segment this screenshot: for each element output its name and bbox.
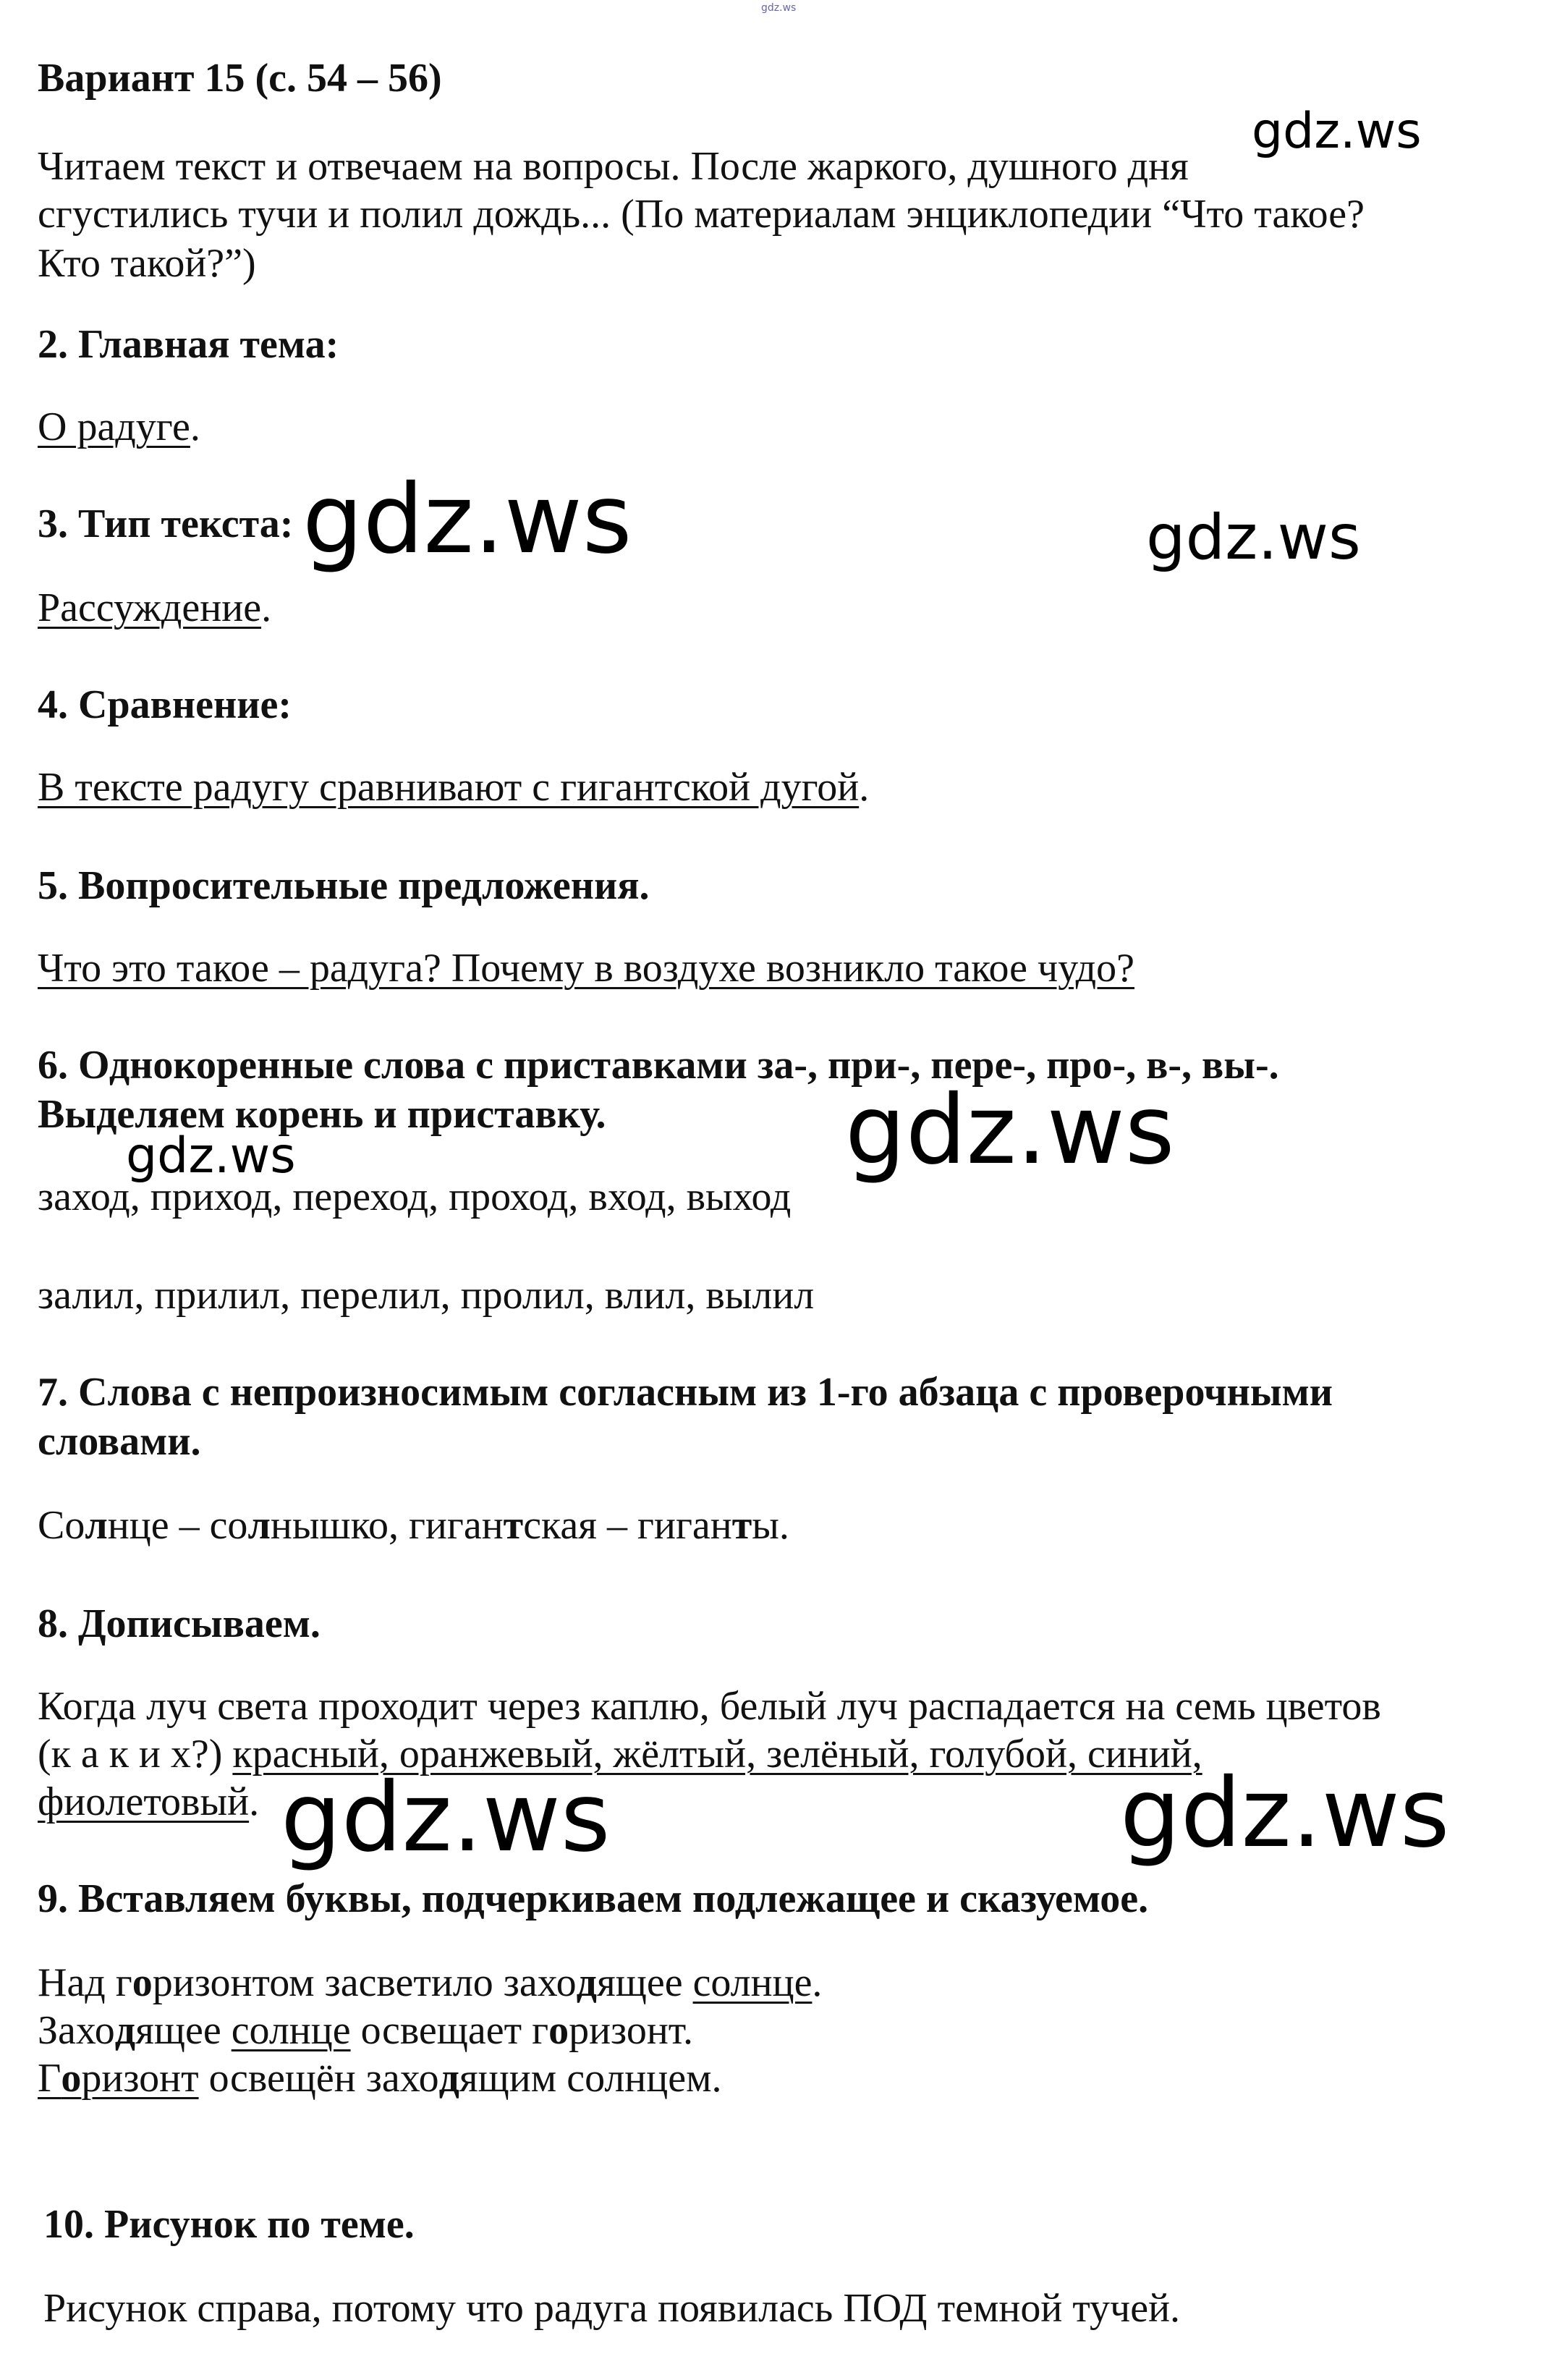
q7-heading-line-2: словами. (38, 1419, 201, 1464)
q9-subject: солнце (231, 2008, 351, 2053)
q6-heading-line-1: 6. Однокоренные слова с приставками за-, при-, пере-, про-, в-, вы-. (38, 1043, 1279, 1088)
q2-heading: 2. Главная тема: (38, 322, 339, 367)
q7-answer (38, 1501, 789, 1550)
q9-text: Захо (38, 2008, 115, 2053)
q7-silent-letter: т (731, 1503, 752, 1548)
q9-text: ризонт (81, 2056, 199, 2101)
q6-answer-line-2: залил, прилил, перелил, пролил, влил, вылил (38, 1273, 815, 1318)
q4-answer-text: В тексте радугу сравнивают с гигантской дугой (38, 765, 860, 810)
watermark-top-right: gdz.ws (1252, 103, 1422, 160)
q9-text: освещён захо (198, 2056, 439, 2101)
intro-line-1: Читаем текст и отвечаем на вопросы. После жаркого, душного дня (38, 144, 1189, 189)
q3-heading: 3. Тип текста: (38, 501, 294, 546)
watermark-q3-right: gdz.ws (1146, 501, 1361, 574)
q9-text: ризонтом засветило захо (152, 1960, 577, 2005)
q9-text: . (812, 1960, 823, 2005)
q9-sentence-2 (38, 2006, 693, 2055)
q9-text: ящее (135, 2008, 232, 2053)
q9-text: Г (38, 2056, 61, 2101)
q9-inserted-letter: о (548, 2008, 569, 2053)
q8-line-3 (38, 1777, 259, 1826)
q7-heading-line-1: 7. Слова с непроизносимым согласным из 1-го абзаца с проверочными (38, 1370, 1333, 1415)
q7-part: ская – гиган (523, 1503, 732, 1548)
q9-inserted-letter: о (61, 2056, 82, 2101)
q9-subject: солнце (692, 1960, 813, 2005)
q9-subject (38, 2056, 199, 2101)
q8-line-2 (38, 1729, 1202, 1779)
intro-line-2: сгустились тучи и полил дождь... (По материалам энциклопедии “Что такое? (38, 192, 1365, 237)
watermark-q8-right: gdz.ws (1120, 1758, 1450, 1869)
q2-answer-text: О радуге (38, 405, 190, 449)
page-title: Вариант 15 (с. 54 – 56) (38, 56, 442, 101)
watermark-tiny: gdz.ws (761, 2, 797, 14)
q4-dot: . (859, 765, 870, 810)
q8-question: (к а к и х?) (38, 1732, 233, 1776)
q3-dot: . (261, 585, 272, 630)
q9-inserted-letter: о (132, 1960, 153, 2005)
q10-answer: Рисунок справа, потому что радуга появилась ПОД темной тучей. (43, 2286, 1181, 2331)
q9-inserted-letter: д (114, 2008, 136, 2053)
q4-heading: 4. Сравнение: (38, 682, 292, 727)
q2-dot: . (190, 405, 200, 449)
q7-part: нышко, гиган (270, 1503, 504, 1548)
q3-answer (38, 583, 271, 632)
q9-sentence-1 (38, 1958, 822, 2007)
watermark-q8-left: gdz.ws (281, 1762, 611, 1873)
q8-line-1: Когда луч света проходит через каплю, белый луч распадается на семь цветов (38, 1684, 1381, 1729)
q7-part: Со (38, 1503, 85, 1548)
q3-answer-text: Рассуждение (38, 585, 262, 630)
q5-answer-text: Что это такое – радуга? Почему в воздухе возникло такое чудо? (38, 946, 1135, 991)
q9-inserted-letter: д (438, 2056, 459, 2101)
q6-heading-line-2: Выделяем корень и приставку. (38, 1092, 606, 1137)
q7-silent-letter: т (503, 1503, 524, 1548)
q6-answer-line-1: заход, приход, переход, проход, вход, выход (38, 1174, 792, 1219)
q8-answer-colors: красный, оранжевый, жёлтый, зелёный, голубой, синий, (232, 1732, 1202, 1776)
q7-part: ы. (752, 1503, 789, 1548)
q9-text: освещает г (350, 2008, 549, 2053)
q9-text: ящее (596, 1960, 693, 2005)
q9-text: ризонт. (569, 2008, 694, 2053)
q8-heading: 8. Дописываем. (38, 1601, 321, 1646)
q9-inserted-letter: д (576, 1960, 597, 2005)
q4-answer (38, 763, 869, 812)
q9-sentence-3 (38, 2054, 722, 2103)
q9-text: Над г (38, 1960, 132, 2005)
q9-text: ящим солнцем. (459, 2056, 722, 2101)
q7-part: нце – со (107, 1503, 248, 1548)
q9-heading: 9. Вставляем буквы, подчеркиваем подлежащее и сказуемое. (38, 1876, 1149, 1921)
watermark-q3-large: gdz.ws (302, 464, 632, 575)
q7-silent-letter: л (85, 1503, 108, 1548)
q7-silent-letter: л (247, 1503, 271, 1548)
q8-answer-last-color: фиолетовый (38, 1779, 250, 1824)
q5-answer (38, 944, 1134, 993)
q8-dot: . (249, 1779, 260, 1824)
watermark-q6-left: gdz.ws (126, 1127, 296, 1185)
q5-heading: 5. Вопросительные предложения. (38, 863, 650, 908)
watermark-q6-large: gdz.ws (845, 1075, 1175, 1186)
q10-heading: 10. Рисунок по теме. (43, 2202, 415, 2247)
q2-answer (38, 402, 200, 452)
intro-line-3: Кто такой?”) (38, 241, 256, 286)
